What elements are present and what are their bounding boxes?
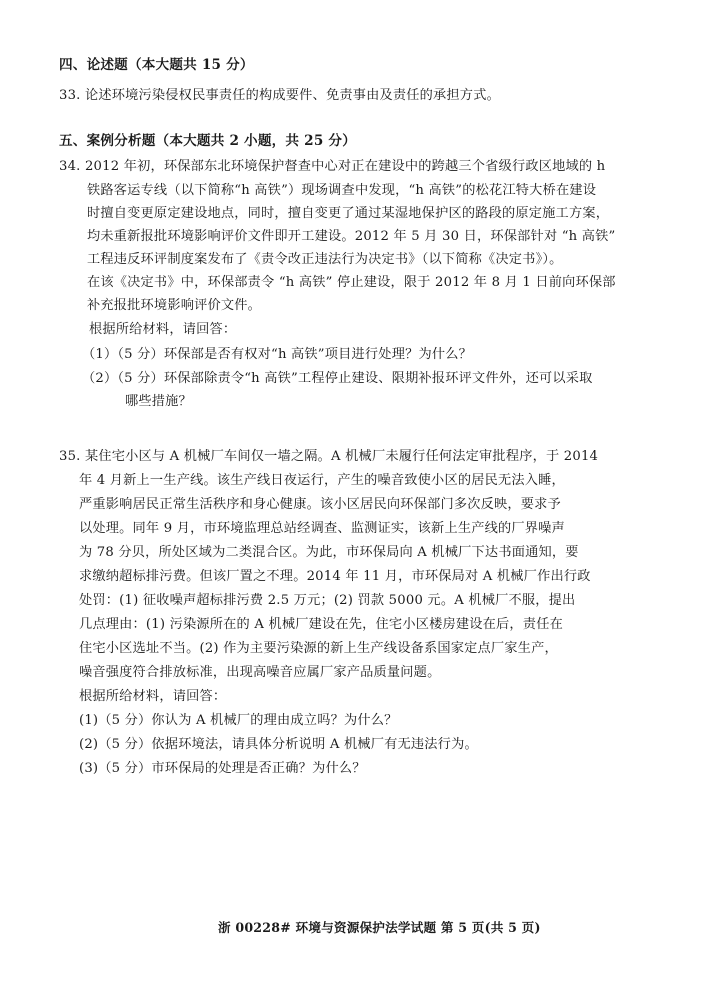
q34-line: 时擅自变更原定建设地点，同时，擅自变更了通过某湿地保护区的路段的原定施工方案，: [87, 206, 610, 221]
q34-line: 补充报批环境影响评价文件。: [87, 298, 262, 313]
q35-line: 年 4 月新上一生产线。该生产线日夜运行，产生的噪音致使小区的居民无法入睡，: [79, 473, 565, 488]
q35-subquestion-3: (3)（5 分）市环保局的处理是否正确？为什么？: [79, 761, 366, 776]
page-footer: 浙 00228# 环境与资源保护法学试题 第 5 页(共 5 页): [218, 920, 541, 935]
q35-subquestion-1: (1)（5 分）你认为 A 机械厂的理由成立吗？为什么？: [79, 713, 398, 728]
q34-subquestion-2-cont: 哪些措施？: [125, 394, 192, 409]
q35-line: 严重影响居民正常生活秩序和身心健康。该小区居民向环保部门多次反映，要求予: [79, 497, 561, 512]
question-33: 33. 论述环境污染侵权民事责任的构成要件、免责事由及责任的承担方式。: [59, 88, 500, 103]
q34-line: 工程违反环评制度案发布了《责令改正违法行为决定书》（以下简称《决定书》）。: [87, 252, 563, 267]
q35-line: 求缴纳超标排污费。但该厂置之不理。2014 年 11 月，市环保局对 A 机械厂作出行政: [79, 569, 591, 584]
section-4-heading: 四、论述题（本大题共 15 分）: [59, 57, 254, 73]
q34-line: 在该《决定书》中，环保部责令 “h 高铁” 停止建设，限于 2012 年 8 月 1 日前向环保部: [87, 275, 616, 290]
q34-line: 均未重新报批环境影响评价文件即开工建设。2012 年 5 月 30 日，环保部针对 “h 高铁”: [87, 229, 616, 244]
section-5-heading: 五、案例分析题（本大题共 2 小题，共 25 分）: [59, 133, 356, 149]
q35-line: 为 78 分贝，所处区域为二类混合区。为此，市环保局向 A 机械厂下达书面通知，要: [79, 545, 579, 560]
q34-subquestion-2: （2）（5 分）环保部除责令“h 高铁”工程停止建设、限期补报环评文件外，还可以采取: [82, 371, 593, 386]
q35-line: 35. 某住宅小区与 A 机械厂车间仅一墙之隔。A 机械厂未履行任何法定审批程序，于 2014: [59, 449, 599, 464]
q34-line: 34. 2012 年初，环保部东北环境保护督查中心对正在建设中的跨越三个省级行政区地域的 h: [59, 159, 606, 174]
q34-prompt: 根据所给材料，请回答：: [89, 322, 237, 337]
q35-line: 几点理由：(1) 污染源所在的 A 机械厂建设在先，住宅小区楼房建设在后，责任在: [79, 617, 563, 632]
q34-line: 铁路客运专线（以下简称“h 高铁”）现场调查中发现，“h 高铁”的松花江特大桥在建设: [87, 183, 597, 198]
q35-line: 以处理。同年 9 月，市环境监理总站经调查、监测证实，该新上生产线的厂界噪声: [79, 521, 565, 536]
q35-line: 处罚：(1) 征收噪声超标排污费 2.5 万元；(2) 罚款 5000 元。A 机械厂不服，提出: [79, 593, 576, 608]
q35-line: 住宅小区选址不当。(2) 作为主要污染源的新上生产线设备系国家定点厂家生产，: [79, 641, 558, 656]
q35-prompt: 根据所给材料，请回答：: [79, 689, 227, 704]
q34-subquestion-1: （1）（5 分）环保部是否有权对“h 高铁”项目进行处理？为什么？: [82, 347, 473, 362]
q35-line: 噪音强度符合排放标准，出现高噪音应属厂家产品质量问题。: [79, 665, 441, 680]
q35-subquestion-2: (2)（5 分）依据环境法，请具体分析说明 A 机械厂有无违法行为。: [79, 737, 478, 752]
